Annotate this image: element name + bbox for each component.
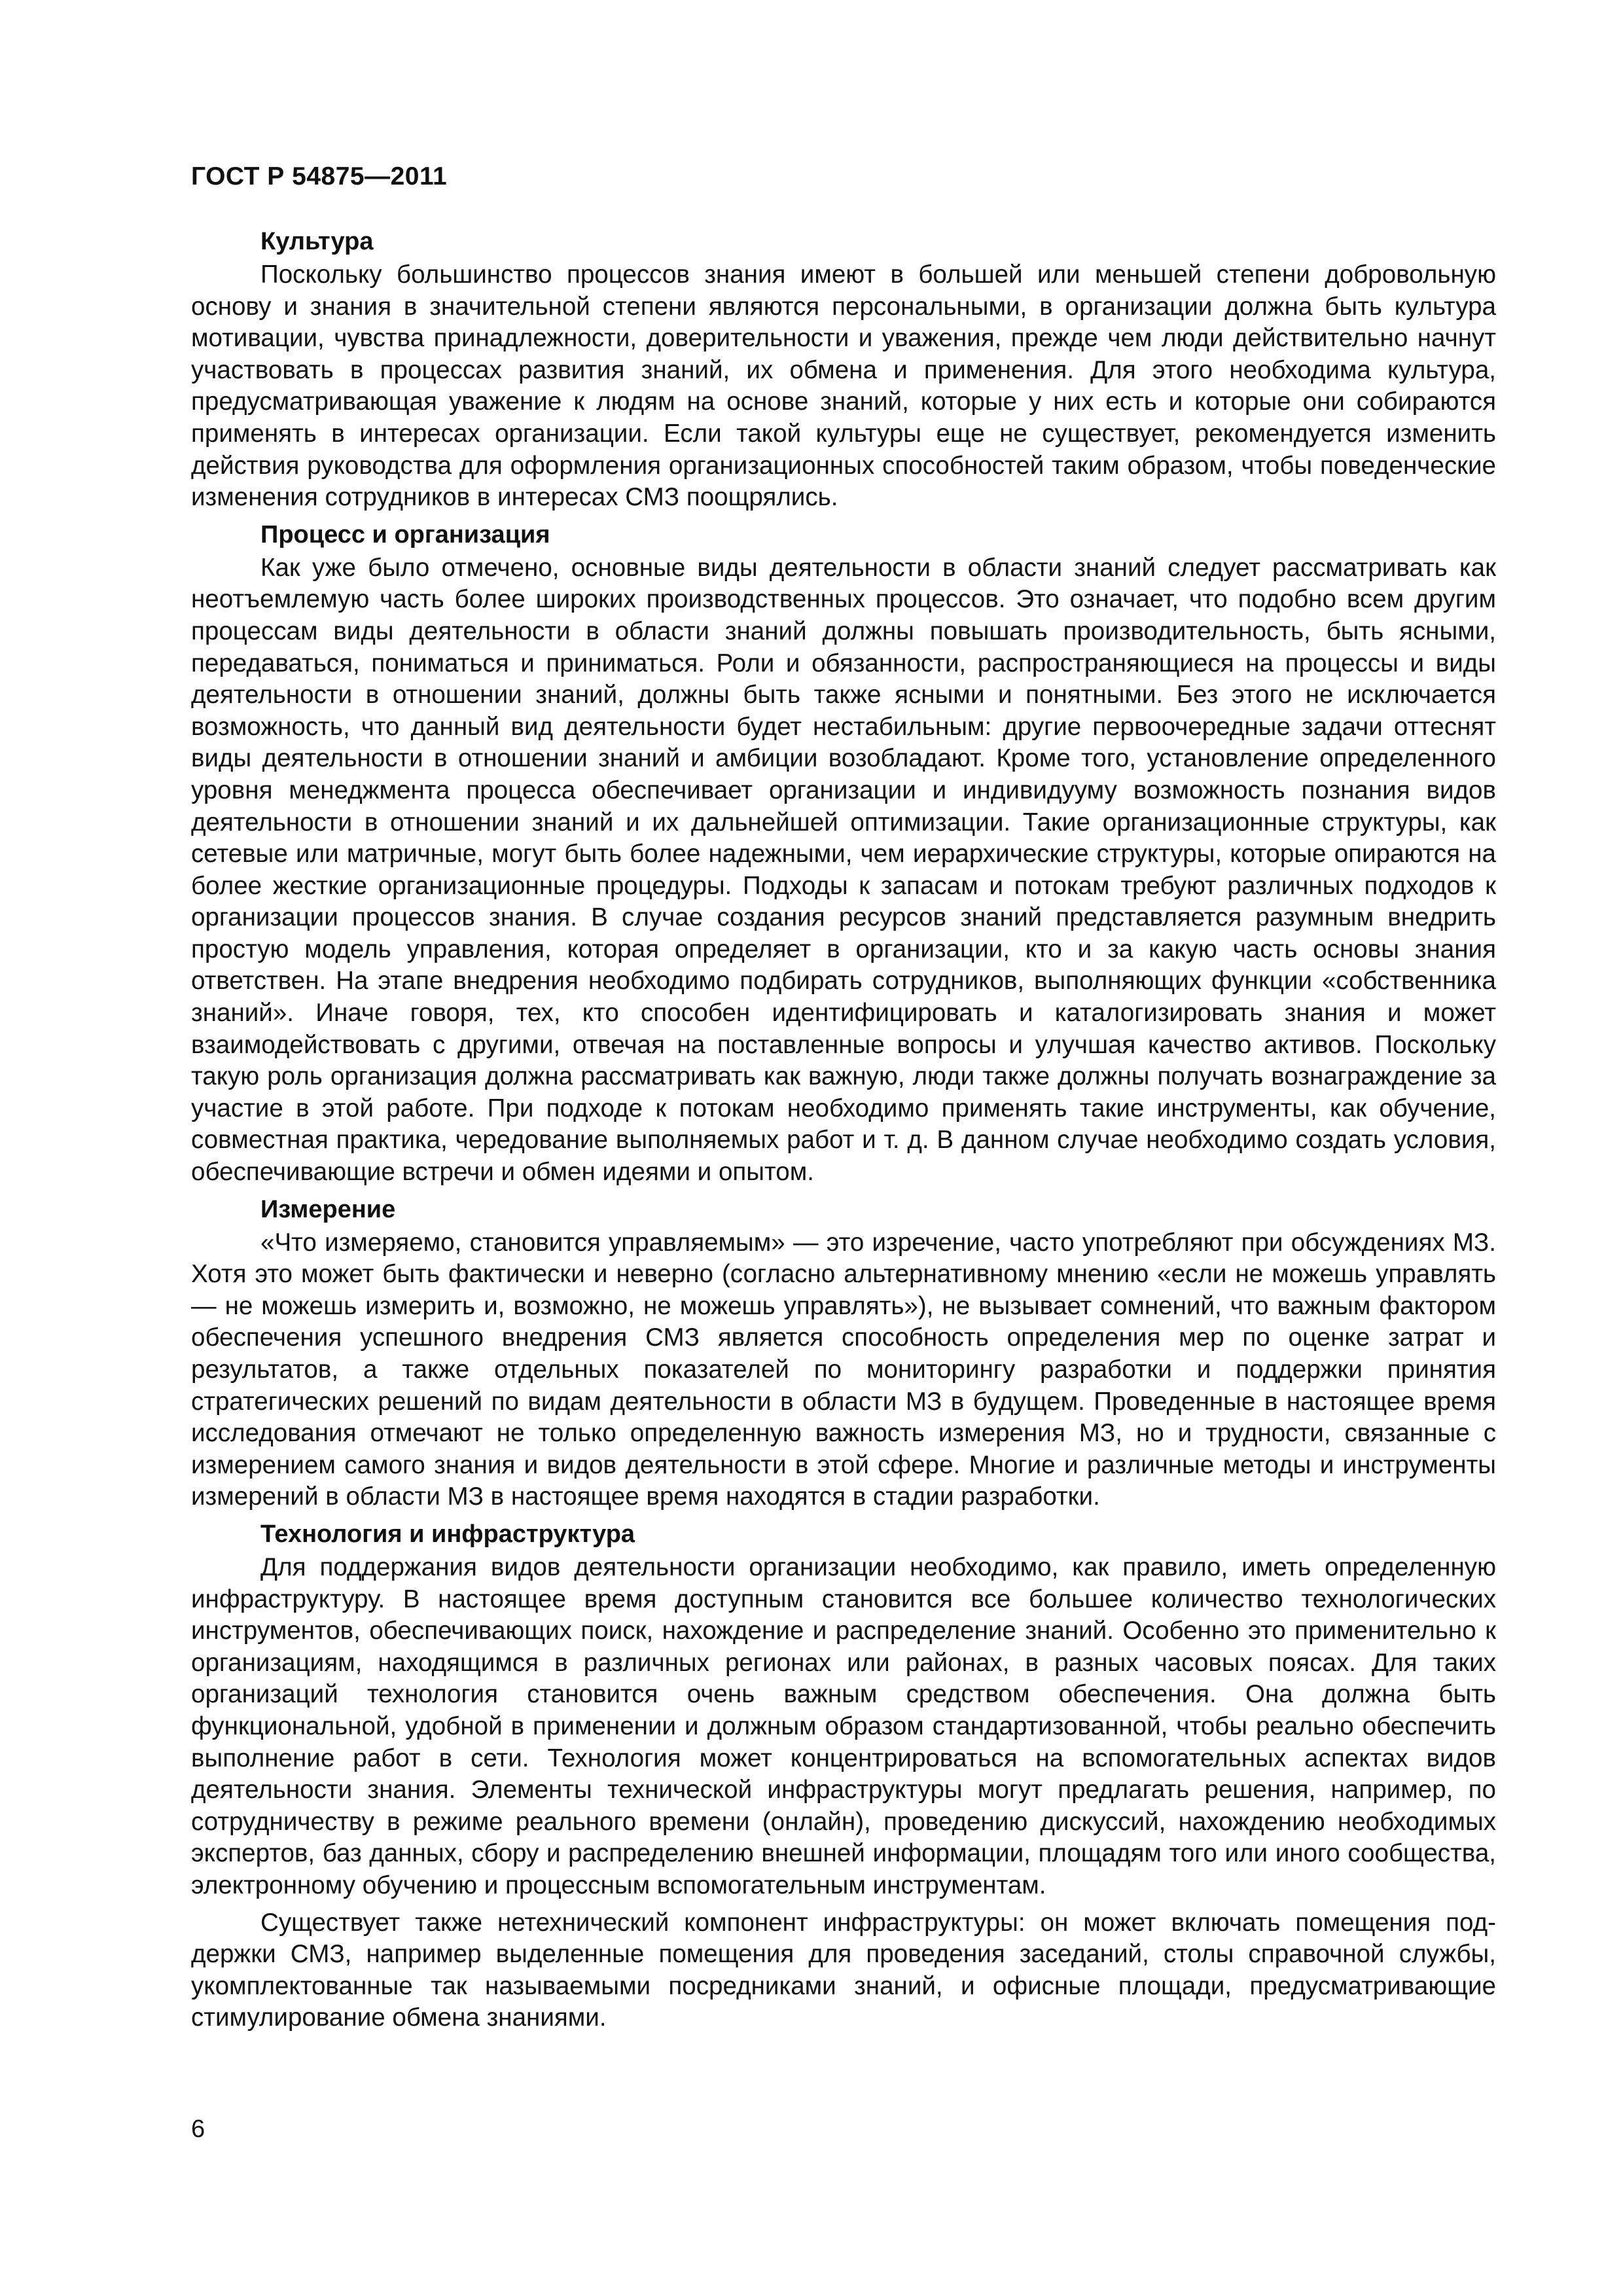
section-technology [191,1518,1496,2034]
paragraph: «Что измеряемо, становится управляемым» — это изречение, часто употребляют при обсуждениях МЗ. Хотя это может быть фактически и неверно (согласно альтернативному мнению «если не можешь управлять — не можешь измерить и, возможно, не можешь управлять»), не вызывает сомнений, что важным фактором обеспечения успешного внедрения СМЗ является способность определения мер по оценке затрат и результатов, а также отдельных показателей по мониторингу разработки и поддержки принятия стратегических решений по видам деятельности в области МЗ в будущем. Проведенные в настоящее время исследования отмечают не только определенную важность измерения МЗ, но и трудности, связанные с измерением самого знания и видов деятельности в этой сфере. Многие и различные методы и инструменты измерений в области МЗ в настоящее время находятся в стадии разработки. [191,1228,1496,1511]
paragraph: Для поддержания видов деятельности организации необходимо, как правило, иметь определенную инфраструктуру. В настоящее время доступным становится все большее количество технологических инструментов, обеспечивающих поиск, нахождение и распределение знаний. Особенно это применительно к организациям, находящимся в различных регионах или районах, в разных часовых поясах. Для таких организаций технология становится очень важным средством обеспечения. Она должна быть функциональной, удобной в применении и должным образом стандартизованной, чтобы реально обеспечить выполнение работ в сети. Технология может концентрироваться на вспомогательных аспектах видов деятельности знания. Элементы технической инфраструктуры могут предлагать решения, например, по сотрудничеству в режиме реального времени (онлайн), проведению дискуссий, нахождению необходимых экспертов, баз данных, сбору и распределению внешней информации, площадям того или иного сообщества, электронному обучению и процессным вспомогательным инструментам. [191,1552,1496,1899]
paragraph: Как уже было отмечено, основные виды деятельности в области знаний следует рассматривать как неотъемлемую часть более широких производственных процессов. Это означает, что подобно всем другим процессам виды деятельности в области знаний должны повышать производительность, быть ясными, передаваться, пониматься и приниматься. Роли и обязанности, распространяющиеся на процессы и виды деятельности в отношении знаний, должны быть также ясными и понятными. Без этого не исключается возможность, что данный вид деятельности будет нестабильным: другие первоочередные задачи оттеснят виды деятельности в отношении знаний и амбиции возобладают. Кроме того, установление определенного уровня менеджмента процесса обеспечивает организации и индивидууму возможность познания видов деятельности в отношении знаний и их дальнейшей оптимизации. Такие организационные структуры, как сетевые или матричные, могут быть более надежными, чем иерархические структуры, которые опираются на более жесткие организационные процедуры. Подходы к запасам и потокам требуют различных подходов к организации процессов знания. В случае создания ресурсов знаний представляется разумным внедрить простую модель управления, которая определяет в организации, кто и за какую часть основы знания ответствен. На этапе внедрения необходимо подбирать сотрудников, выполняющих функции «собственника знаний». Иначе говоря, тех, кто способен идентифицировать и каталогизировать знания и может взаимодействовать с другими, отвечая на поставленные вопросы и улучшая качество активов. Поскольку такую роль организация должна рассматривать как важную, люди также должны получать вознаграждение за участие в этой работе. При подходе к потокам необходимо применять такие инструменты, как обучение, совместная практика, чередование выполняемых работ и т. д. В данном случае необходимо создать условия, обеспечивающие встречи и обмен идеями и опытом. [191,553,1496,1187]
paragraph: Поскольку большинство процессов знания имеют в большей или меньшей степени добровольную основу и знания в значительной степени являются персональными, в организации должна быть культура мотивации, чувства принадлежности, доверительности и уважения, прежде чем люди действительно начнут участвовать в процессах развития знаний, их обмена и применения. Для этого необходима культура, предусматривающая уважение к людям на основе знаний, которые у них есть и которые они собираются применять в интересах организации. Если такой культуры еще не существует, рекомендуется изменить действия руководства для оформления организационных способностей таким образом, чтобы поведенческие изменения сотрудников в интересах СМЗ поощрялись. [191,260,1496,512]
section-process [191,519,1496,1189]
paragraph: Существует также нетехнический компонент инфраструктуры: он может включать помещения поддержки СМЗ, например выделенные помещения для проведения заседаний, столы справочной службы, укомплектованные так называемыми посредниками знаний, и офисные площади, предусматривающие стимулирование обмена знаниями. [191,1908,1496,2032]
section-heading-technology: Технология и инфраструктура [260,1520,635,1548]
document-body [191,226,1496,2039]
page-number: 6 [191,2115,205,2143]
section-heading-culture: Культура [260,228,374,255]
section-culture [191,226,1496,514]
section-heading-process: Процесс и организация [260,520,550,548]
section-heading-measurement: Измерение [260,1195,396,1223]
section-measurement [191,1194,1496,1513]
standard-code: ГОСТ Р 54875—2011 [191,162,448,190]
